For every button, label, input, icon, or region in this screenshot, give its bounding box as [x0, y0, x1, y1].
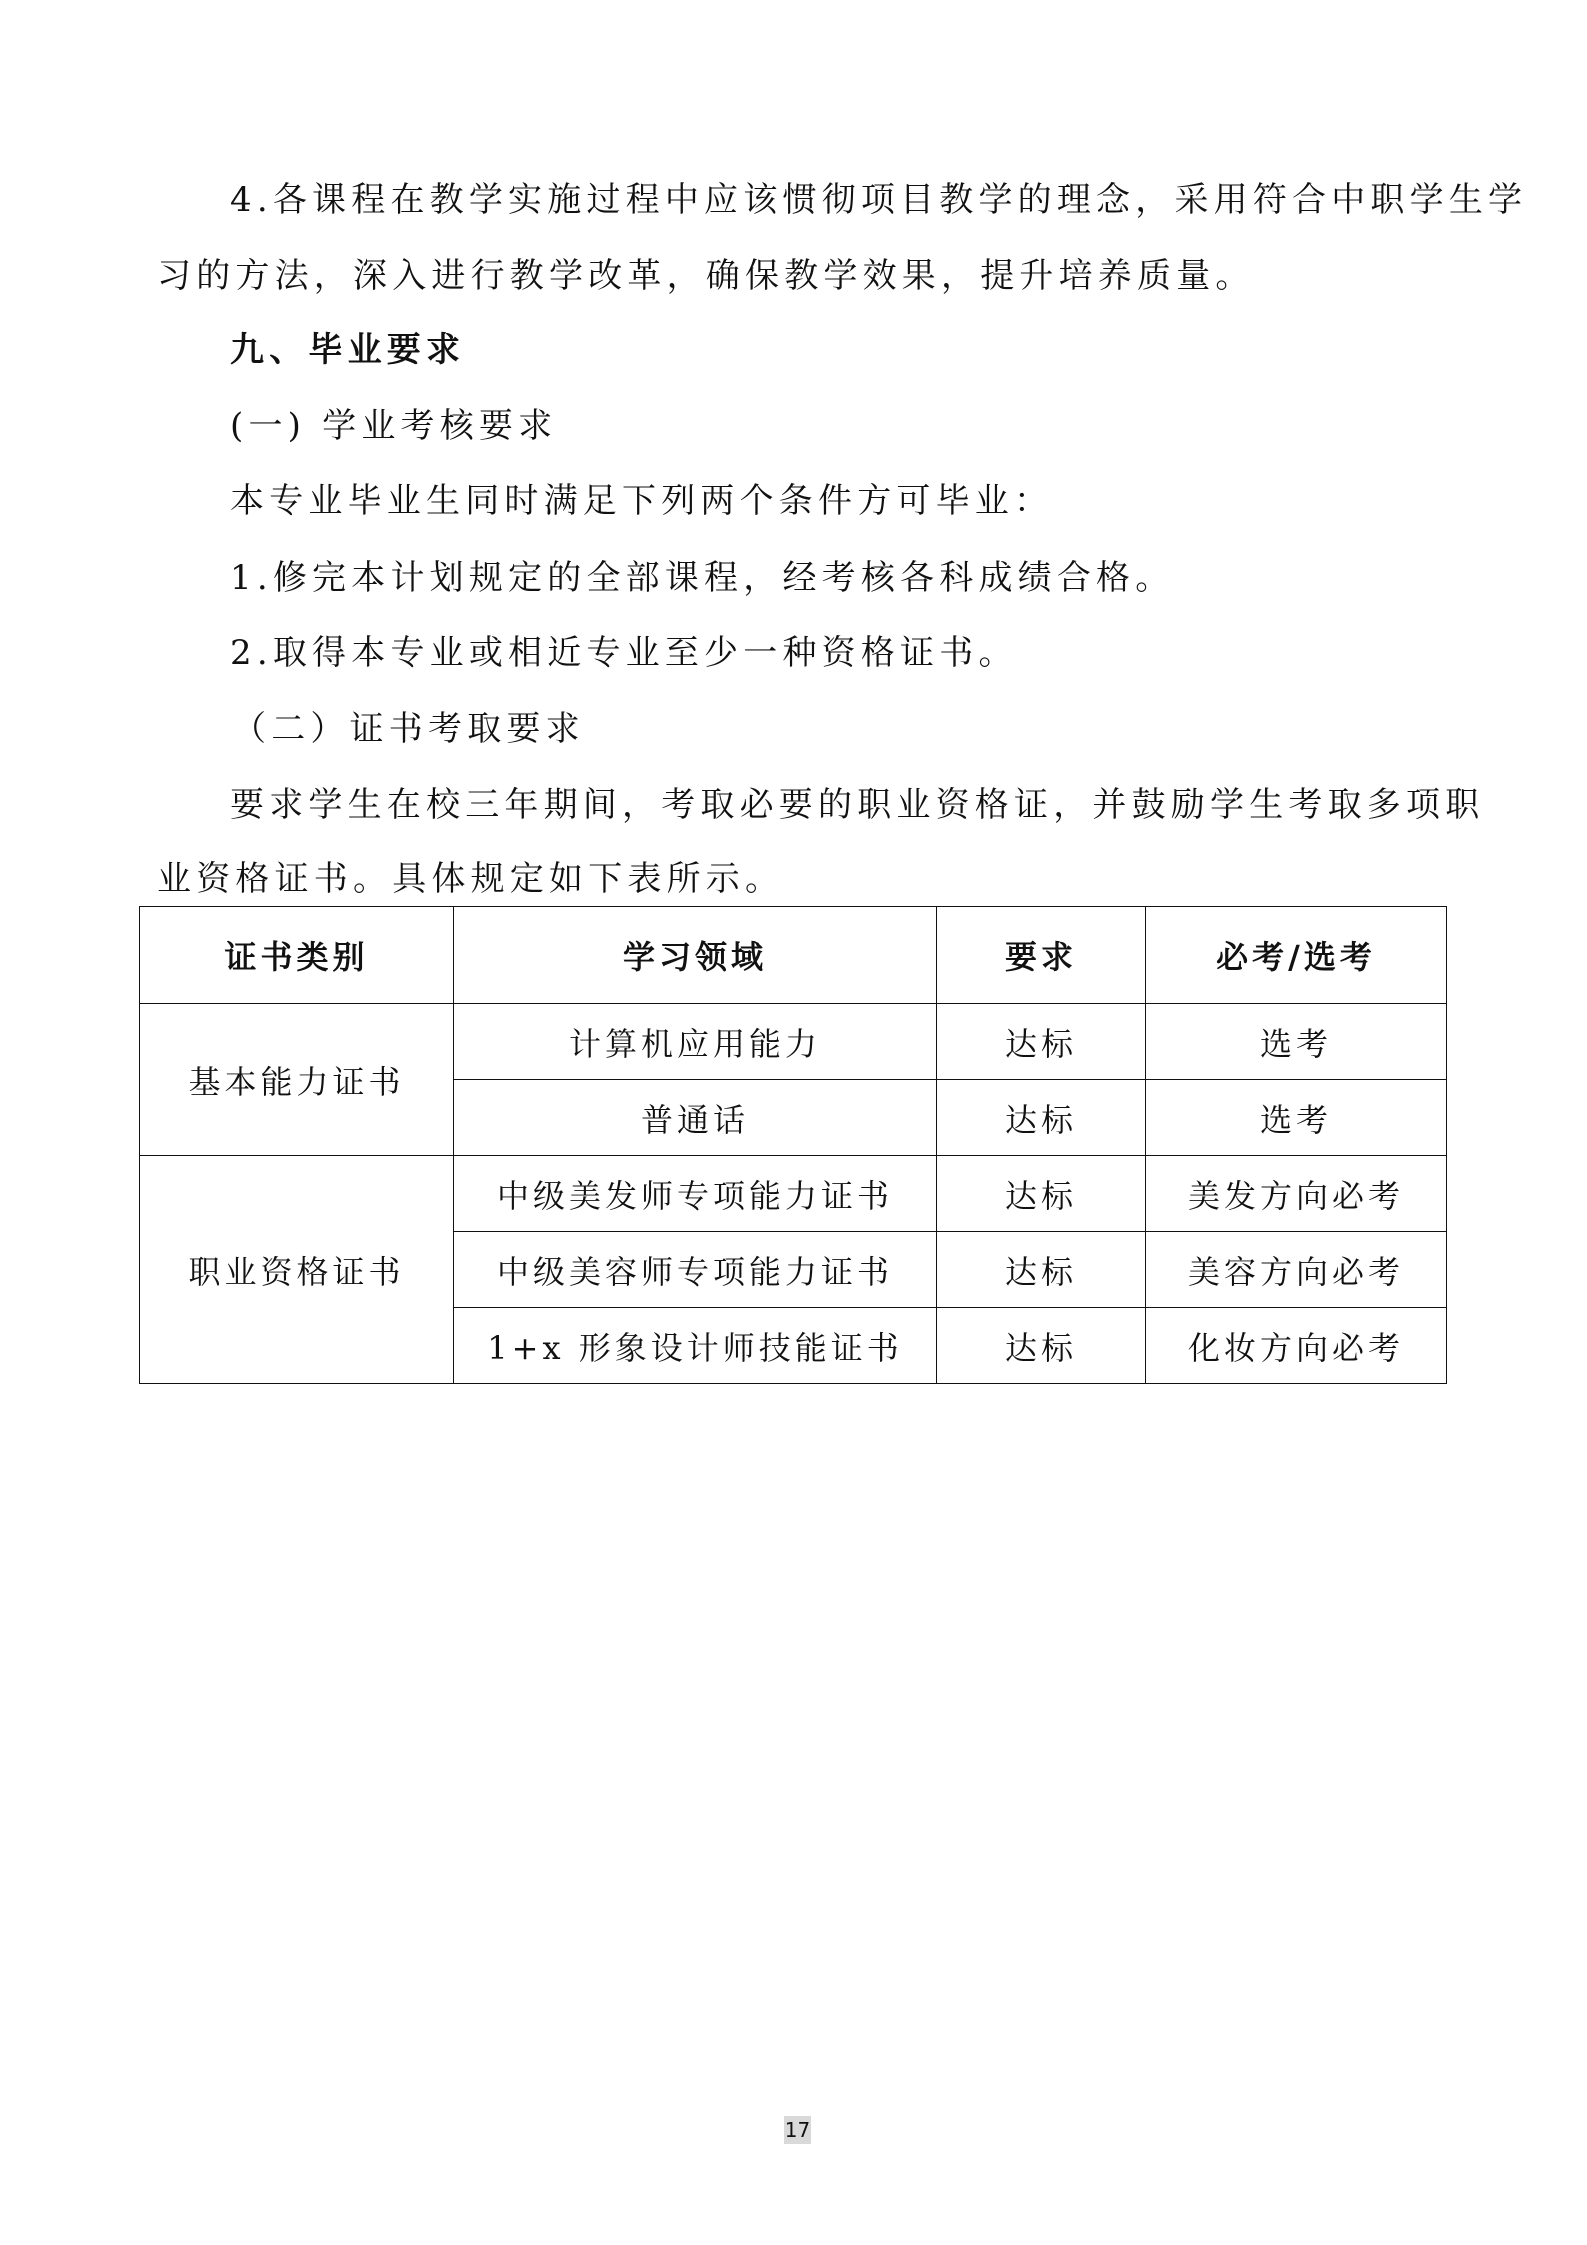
requirement-cell: 达标: [937, 1004, 1146, 1080]
graduation-conditions-intro: 本专业毕业生同时满足下列两个条件方可毕业：: [230, 481, 1054, 521]
table-row: [140, 1004, 1447, 1080]
header-requirement: 要求: [937, 907, 1146, 1004]
category-cell: 基本能力证书: [140, 1004, 454, 1156]
type-cell: 选考: [1146, 1080, 1447, 1156]
page-number: 17: [784, 2118, 811, 2142]
header-certificate-category: 证书类别: [140, 907, 454, 1004]
requirement-cell: 达标: [937, 1080, 1146, 1156]
subsection-heading-certificate-requirements: （二）证书考取要求: [232, 709, 585, 749]
subsection-heading-academic-assessment: (一) 学业考核要求: [230, 406, 558, 446]
requirement-cell: 达标: [937, 1232, 1146, 1308]
field-cell: 普通话: [454, 1080, 937, 1156]
header-required-or-elective: 必考/选考: [1146, 907, 1447, 1004]
type-cell: 美容方向必考: [1146, 1232, 1447, 1308]
table-row: [140, 1156, 1447, 1232]
requirement-item: 2.取得本专业或相近专业至少一种资格证书。: [230, 633, 1018, 673]
paragraph-4-line-2: 习的方法，深入进行教学改革，确保教学效果，提升培养质量。: [157, 256, 1255, 296]
type-cell: 化妆方向必考: [1146, 1308, 1447, 1384]
field-cell: 中级美容师专项能力证书: [454, 1232, 937, 1308]
requirement-cell: 达标: [937, 1156, 1146, 1232]
type-cell: 美发方向必考: [1146, 1156, 1447, 1232]
field-cell: 中级美发师专项能力证书: [454, 1156, 937, 1232]
requirement-item: 1.修完本计划规定的全部课程，经考核各科成绩合格。: [230, 558, 1175, 598]
certificate-paragraph-line-2: 业资格证书。具体规定如下表所示。: [157, 859, 785, 899]
category-cell: 职业资格证书: [140, 1156, 454, 1384]
table-header-row: [140, 907, 1447, 1004]
requirement-cell: 达标: [937, 1308, 1146, 1384]
certificate-paragraph-line-1: 要求学生在校三年期间，考取必要的职业资格证，并鼓励学生考取多项职: [230, 785, 1485, 825]
paragraph-4-line-1: 4.各课程在教学实施过程中应该惯彻项目教学的理念，采用符合中职学生学: [230, 180, 1528, 220]
field-cell: 计算机应用能力: [454, 1004, 937, 1080]
field-cell: 1+x 形象设计师技能证书: [454, 1308, 937, 1384]
section-heading-graduation-requirements: 九、毕业要求: [230, 330, 466, 370]
header-learning-field: 学习领域: [454, 907, 937, 1004]
certificate-table: [139, 906, 1447, 1384]
type-cell: 选考: [1146, 1004, 1447, 1080]
